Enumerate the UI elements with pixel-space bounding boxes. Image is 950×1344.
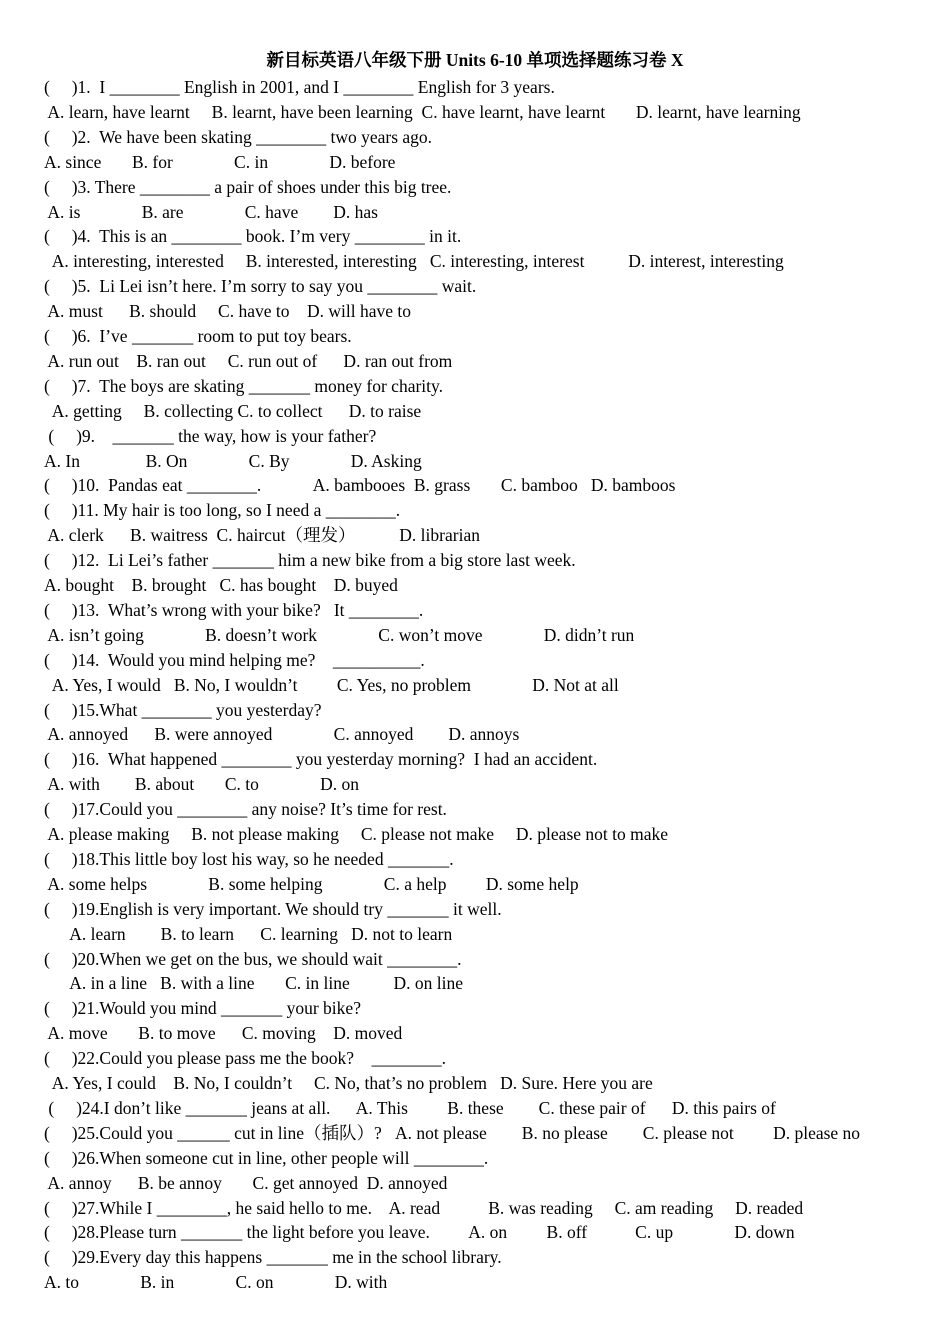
page-title: 新目标英语八年级下册 Units 6-10 单项选择题练习卷 X	[266, 50, 684, 70]
options-line: A. in a line B. with a line C. in line D. on line	[44, 973, 463, 994]
question-line: ( )29.Every day this happens _______ me in the school library.	[44, 1247, 502, 1268]
question-line: ( )25.Could you ______ cut in line（插队）? A. not please B. no please C. please not D. please no	[44, 1122, 861, 1143]
question-line: ( )15.What ________ you yesterday?	[44, 699, 322, 720]
question-line: ( )3. There ________ a pair of shoes under this big tree.	[44, 176, 452, 197]
question-line: ( )6. I’ve _______ room to put toy bears.	[44, 326, 352, 346]
question-line: ( )26.When someone cut in line, other people will ________.	[44, 1147, 489, 1168]
question-line: ( )9. _______ the way, how is your father?	[44, 425, 377, 446]
question-line: ( )16. What happened ________ you yesterday morning? I had an accident.	[44, 749, 598, 770]
question-line: ( )28.Please turn _______ the light before you leave. A. on B. off C. up D. down	[44, 1222, 795, 1243]
question-line: ( )22.Could you please pass me the book? ________.	[44, 1048, 446, 1069]
question-line: ( )4. This is an ________ book. I’m very ________ in it.	[44, 226, 462, 247]
question-line: ( )27.While I ________, he said hello to me. A. read B. was reading C. am reading D. readed	[44, 1197, 804, 1218]
options-line: A. is B. are C. have D. has	[44, 201, 378, 222]
question-line: ( )13. What’s wrong with your bike? It ________.	[44, 599, 424, 620]
options-line: A. annoyed B. were annoyed C. annoyed D. annoys	[44, 724, 520, 745]
options-line: A. In B. On C. By D. Asking	[44, 450, 422, 471]
options-line: A. must B. should C. have to D. will have to	[44, 301, 412, 322]
options-line: A. with B. about C. to D. on	[44, 774, 360, 795]
question-line: ( )21.Would you mind _______ your bike?	[44, 998, 361, 1019]
options-line: A. isn’t going B. doesn’t work C. won’t move D. didn’t run	[44, 624, 635, 645]
question-line: ( )12. Li Lei’s father _______ him a new bike from a big store last week.	[44, 550, 576, 571]
options-line: A. learn, have learnt B. learnt, have been learning C. have learnt, have learnt D. learnt, have learning	[44, 101, 801, 122]
options-line: A. clerk B. waitress C. haircut（理发） D. librarian	[44, 525, 480, 546]
options-line: A. to B. in C. on D. with	[44, 1272, 388, 1293]
options-line: A. move B. to move C. moving D. moved	[44, 1023, 403, 1044]
question-line: ( )2. We have been skating ________ two years ago.	[44, 126, 433, 147]
options-line: A. since B. for C. in D. before	[44, 151, 396, 172]
question-line: ( )5. Li Lei isn’t here. I’m sorry to say you ________ wait.	[44, 276, 477, 297]
question-line: ( )20.When we get on the bus, we should wait ________.	[44, 948, 462, 969]
options-line: A. please making B. not please making C. please not make D. please not to make	[44, 824, 669, 844]
options-line: A. learn B. to learn C. learning D. not to learn	[44, 923, 453, 944]
question-line: ( )14. Would you mind helping me? __________.	[44, 649, 425, 670]
options-line: A. some helps B. some helping C. a help D. some help	[44, 873, 579, 894]
question-line: ( )24.I don’t like _______ jeans at all. A. This B. these C. these pair of D. this pairs of	[44, 1097, 776, 1118]
options-line: A. interesting, interested B. interested, interesting C. interesting, interest D. interest, interesting	[44, 251, 784, 272]
options-line: A. Yes, I could B. No, I couldn’t C. No, that’s no problem D. Sure. Here you are	[44, 1073, 653, 1093]
question-line: ( )1. I ________ English in 2001, and I ________ English for 3 years.	[44, 77, 555, 97]
question-line: ( )7. The boys are skating _______ money for charity.	[44, 375, 444, 396]
options-line: A. bought B. brought C. has bought D. buyed	[44, 575, 398, 595]
options-line: A. Yes, I would B. No, I wouldn’t C. Yes, no problem D. Not at all	[44, 674, 619, 695]
question-line: ( )17.Could you ________ any noise? It’s time for rest.	[44, 799, 447, 820]
options-line: A. run out B. ran out C. run out of D. ran out from	[44, 350, 453, 371]
question-line: ( )19.English is very important. We should try _______ it well.	[44, 898, 502, 919]
options-line: A. getting B. collecting C. to collect D. to raise	[44, 400, 422, 421]
question-line: ( )11. My hair is too long, so I need a ________.	[44, 500, 401, 521]
options-line: A. annoy B. be annoy C. get annoyed D. annoyed	[44, 1172, 448, 1193]
question-line: ( )18.This little boy lost his way, so he needed _______.	[44, 848, 454, 869]
question-line: ( )10. Pandas eat ________. A. bambooes B. grass C. bamboo D. bamboos	[44, 475, 676, 496]
